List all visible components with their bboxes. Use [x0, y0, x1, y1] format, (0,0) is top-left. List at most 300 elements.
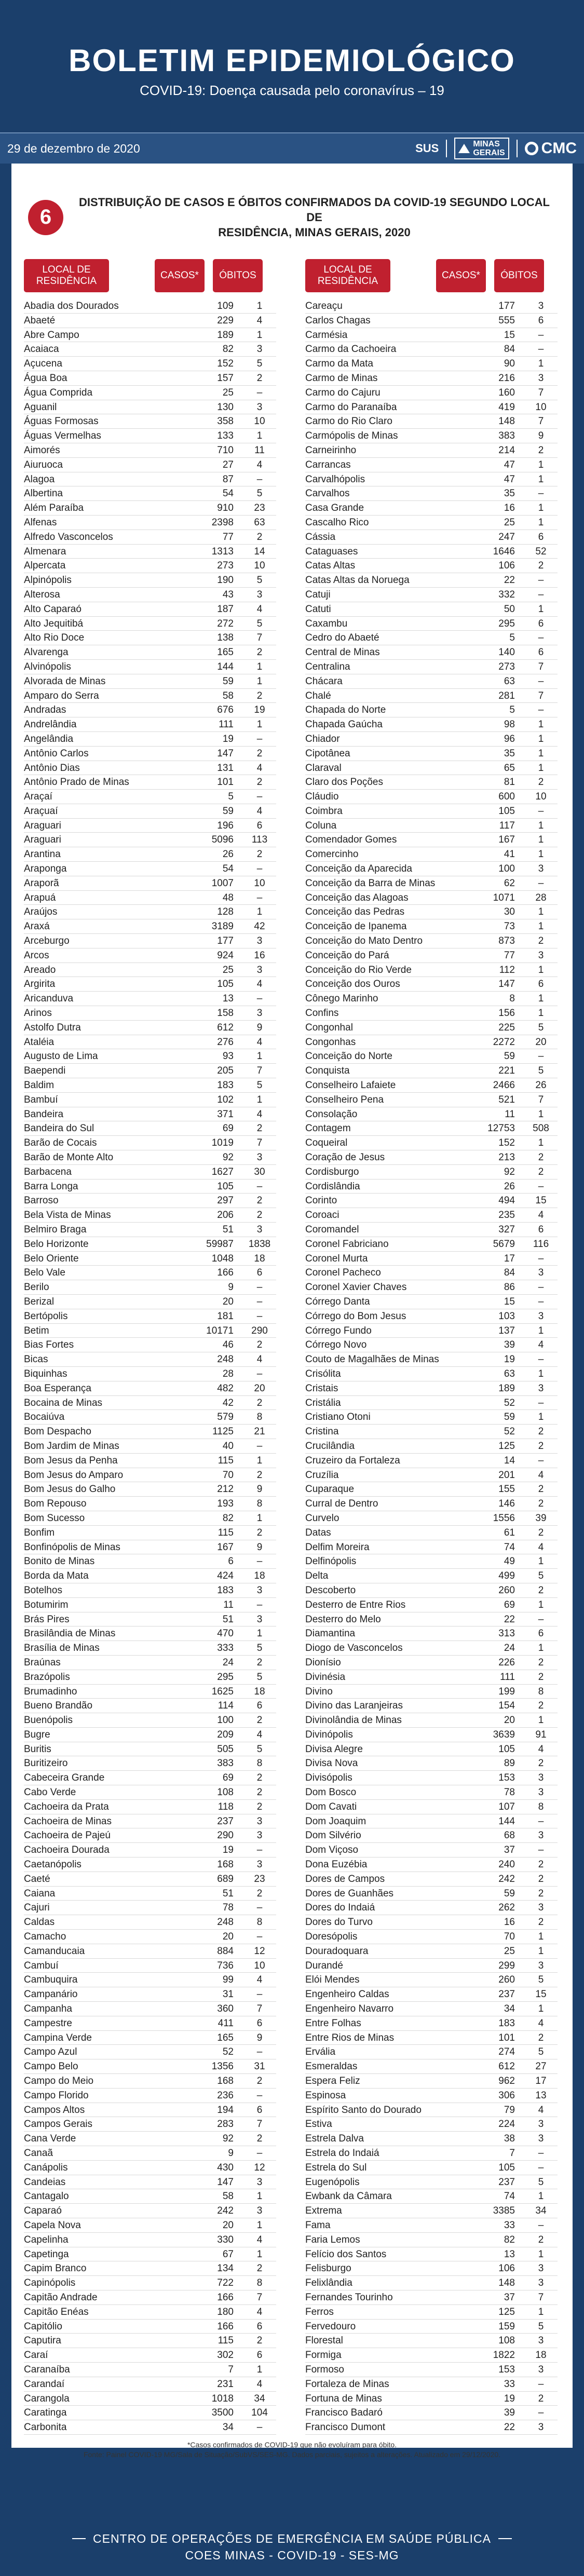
table-row: [24, 1887, 276, 1901]
table-row: [24, 2089, 276, 2103]
table-row: [24, 1454, 276, 1468]
municipality-name: Bonito de Minas: [24, 1556, 95, 1567]
table-row: [305, 1828, 558, 1843]
cases-value: 35: [504, 748, 515, 759]
table-row: [305, 414, 558, 429]
cases-value: 231: [217, 2378, 234, 2390]
table-row: [24, 2132, 276, 2146]
deaths-value: 6: [256, 2350, 263, 2361]
table-row: [305, 1901, 558, 1915]
table-row: [305, 1598, 558, 1612]
cases-value: 20: [222, 1931, 234, 1943]
municipality-name: Conselheiro Lafaiete: [305, 1080, 396, 1091]
table-left: [24, 299, 276, 2435]
table-row: [305, 1656, 558, 1670]
deaths-value: 508: [533, 1123, 549, 1134]
deaths-value: –: [538, 1282, 544, 1293]
cases-value: 105: [498, 2162, 515, 2173]
deaths-value: 31: [254, 2061, 265, 2072]
triangle-icon: [458, 144, 470, 153]
table-row: [24, 948, 276, 963]
deaths-value: 4: [538, 1743, 544, 1755]
cases-value: 168: [217, 1859, 234, 1870]
table-row: [305, 2132, 558, 2146]
deaths-value: 18: [254, 1253, 265, 1264]
deaths-value: 9: [256, 1022, 263, 1033]
table-row: [24, 790, 276, 804]
column-headers: [24, 259, 276, 293]
deaths-value: –: [538, 329, 544, 341]
table-row: [305, 1742, 558, 1757]
deaths-value: 1: [538, 1368, 544, 1379]
municipality-name: Alagoa: [24, 473, 55, 485]
cases-value: 59: [504, 1412, 515, 1423]
deaths-value: 4: [256, 2306, 263, 2317]
deaths-value: –: [538, 575, 544, 586]
table-row: [305, 501, 558, 516]
municipality-name: Bocaiúva: [24, 1412, 65, 1423]
municipality-name: Careaçu: [305, 301, 343, 311]
table-row: [305, 1425, 558, 1439]
cases-value: 74: [504, 2191, 515, 2202]
deaths-value: 19: [254, 704, 265, 716]
municipality-name: Bugre: [24, 1729, 50, 1740]
table-row: [305, 833, 558, 847]
municipality-name: Conceição do Pará: [305, 950, 389, 961]
table-row: [24, 386, 276, 400]
municipality-name: Casa Grande: [305, 503, 364, 514]
table-row: [24, 1497, 276, 1511]
cases-value: 101: [498, 2032, 515, 2043]
deaths-value: 3: [538, 2364, 544, 2375]
municipality-name: Barra Longa: [24, 1181, 78, 1192]
municipality-name: Cláudio: [305, 791, 339, 803]
table-row: [24, 1771, 276, 1785]
municipality-name: Argirita: [24, 979, 56, 990]
table-row: [305, 1208, 558, 1223]
deaths-value: 1: [538, 1931, 544, 1943]
deaths-value: 6: [256, 1700, 263, 1712]
cases-value: 424: [217, 1570, 234, 1582]
cases-value: 214: [498, 444, 515, 456]
deaths-value: 6: [256, 2321, 263, 2332]
cases-value: 242: [217, 2205, 234, 2217]
deaths-value: 1: [538, 993, 544, 1005]
cases-value: 133: [217, 430, 234, 442]
deaths-value: 6: [538, 531, 544, 543]
deaths-value: 10: [254, 1960, 265, 1971]
municipality-name: Dores de Guanhães: [305, 1888, 394, 1899]
deaths-value: 1: [256, 2248, 263, 2260]
table-row: [24, 1641, 276, 1656]
municipality-name: Coromandel: [305, 1224, 359, 1235]
municipality-name: Conceição das Alagoas: [305, 892, 409, 903]
deaths-value: 18: [254, 1686, 265, 1697]
municipality-name: Cordisburgo: [305, 1166, 359, 1177]
municipality-name: Carmópolis de Minas: [305, 430, 398, 442]
cases-value: 51: [222, 1224, 234, 1235]
table-row: [305, 1324, 558, 1338]
deaths-value: 6: [538, 315, 544, 326]
table-row: [305, 2334, 558, 2348]
table-row: [305, 948, 558, 963]
table-row: [305, 1150, 558, 1165]
table-row: [24, 2146, 276, 2161]
municipality-name: Alpinópolis: [24, 575, 72, 586]
minas-gerais-logo-text: MINAS GERAIS: [473, 140, 505, 157]
table-row: [24, 1554, 276, 1569]
deaths-value: 23: [254, 1873, 265, 1884]
municipality-name: Diamantina: [305, 1628, 356, 1639]
deaths-value: –: [256, 1368, 263, 1379]
table-row: [305, 1396, 558, 1411]
cases-value: 1646: [493, 546, 515, 557]
table-row: [24, 314, 276, 328]
deaths-value: 30: [254, 1166, 265, 1177]
municipality-name: Arantina: [24, 849, 61, 860]
table-row: [24, 1468, 276, 1483]
municipality-name: Borda da Mata: [24, 1570, 89, 1582]
cases-value: 9: [228, 1282, 234, 1293]
table-row: [24, 819, 276, 833]
deaths-value: 2: [256, 1123, 263, 1134]
municipality-name: Cristina: [305, 1426, 339, 1438]
cases-value: 84: [504, 344, 515, 355]
cases-value: 358: [217, 416, 234, 427]
deaths-value: 2: [256, 1772, 263, 1784]
deaths-value: 3: [538, 1267, 544, 1279]
municipality-name: Alfredo Vasconcelos: [24, 531, 113, 543]
deaths-value: –: [256, 1181, 263, 1192]
municipality-name: Cônego Marinho: [305, 993, 378, 1005]
municipality-name: Carmésia: [305, 329, 348, 341]
deaths-value: 2: [538, 560, 544, 572]
municipality-name: Cantagalo: [24, 2191, 69, 2202]
table-row: [305, 2016, 558, 2031]
cases-value: 10171: [206, 1325, 234, 1336]
municipality-name: Diogo de Vasconcelos: [305, 1643, 403, 1654]
municipality-name: Além Paraíba: [24, 503, 84, 514]
table-row: [24, 617, 276, 631]
municipality-name: Andradas: [24, 704, 66, 716]
table-row: [305, 645, 558, 660]
municipality-name: Desterro de Entre Rios: [305, 1599, 406, 1610]
cases-value: 62: [504, 877, 515, 889]
deaths-value: –: [256, 387, 263, 398]
municipality-name: Cascalho Rico: [305, 517, 369, 528]
header-casos: CASOS*: [436, 259, 486, 292]
cases-value: 84: [504, 1267, 515, 1279]
table-row: [24, 1352, 276, 1367]
deaths-value: 2: [538, 2393, 544, 2404]
cases-value: 248: [217, 1917, 234, 1928]
municipality-name: Carmo de Minas: [305, 372, 378, 384]
municipality-name: Aimorés: [24, 444, 60, 456]
cases-value: 295: [498, 618, 515, 629]
municipality-name: Douradoquara: [305, 1945, 369, 1957]
municipality-name: Campanha: [24, 2003, 72, 2015]
deaths-value: 2: [256, 1397, 263, 1408]
table-row: [24, 2320, 276, 2334]
table-row: [305, 732, 558, 747]
table-row: [24, 2117, 276, 2132]
municipality-name: Alvinópolis: [24, 661, 71, 672]
cases-value: 92: [222, 1152, 234, 1163]
deaths-value: 1: [538, 1715, 544, 1726]
deaths-value: –: [538, 1354, 544, 1365]
municipality-name: Buritis: [24, 1743, 51, 1755]
municipality-name: Espírito Santo do Dourado: [305, 2104, 422, 2116]
municipality-name: Dores de Campos: [305, 1873, 385, 1884]
table-row: [305, 1987, 558, 2002]
cases-value: 16: [504, 1917, 515, 1928]
table-row: [305, 1266, 558, 1280]
table-row: [24, 1670, 276, 1685]
cases-value: 78: [222, 1902, 234, 1914]
municipality-name: Alvarenga: [24, 647, 69, 658]
cases-value: 144: [217, 661, 234, 672]
municipality-name: Chácara: [305, 675, 343, 687]
table-row: [24, 660, 276, 674]
municipality-name: Acaiaca: [24, 344, 59, 355]
deaths-value: –: [256, 993, 263, 1005]
municipality-name: Camacho: [24, 1931, 66, 1943]
table-row: [305, 472, 558, 487]
deaths-value: 10: [254, 877, 265, 889]
cases-value: 313: [498, 1628, 515, 1639]
table-row: [24, 1064, 276, 1078]
cases-value: 41: [504, 849, 515, 860]
table-row: [24, 486, 276, 501]
section-header: [11, 164, 573, 240]
footnote-line: *Casos confirmados de COVID-19 que não evoluíram para óbito.: [187, 2440, 397, 2449]
municipality-name: Estrela do Indaiá: [305, 2148, 379, 2159]
municipality-name: Carmo do Paranaíba: [305, 401, 397, 413]
deaths-value: –: [256, 473, 263, 485]
cases-value: 58: [222, 690, 234, 701]
municipality-name: Carmo da Cachoeira: [305, 344, 397, 355]
table-row: [24, 1656, 276, 1670]
municipality-name: Dom Viçoso: [305, 1845, 359, 1856]
municipality-name: Arcos: [24, 950, 49, 961]
deaths-value: 5: [538, 1065, 544, 1077]
sus-logo: SUS: [415, 142, 439, 155]
table-row: [305, 2392, 558, 2406]
municipality-name: Bom Jardim de Minas: [24, 1440, 119, 1452]
municipality-name: Fortaleza de Minas: [305, 2378, 389, 2390]
municipality-name: Capelinha: [24, 2234, 69, 2245]
cases-value: 16: [504, 503, 515, 514]
table-row: [305, 573, 558, 588]
table-row: [24, 342, 276, 357]
municipality-name: Capim Branco: [24, 2263, 87, 2274]
dash: [498, 2538, 512, 2539]
deaths-value: 4: [538, 2104, 544, 2116]
table-row: [24, 1439, 276, 1454]
cases-value: 229: [217, 315, 234, 326]
municipality-name: Bandeira do Sul: [24, 1123, 94, 1134]
municipality-name: Dona Euzébia: [305, 1859, 368, 1870]
deaths-value: 6: [538, 1628, 544, 1639]
table-row: [305, 1540, 558, 1555]
deaths-value: 2: [256, 531, 263, 543]
table-row: [24, 357, 276, 371]
municipality-name: Carmo do Cajuru: [305, 387, 381, 398]
deaths-value: 11: [254, 444, 265, 456]
table-row: [24, 1006, 276, 1021]
table-row: [24, 1150, 276, 1165]
deaths-value: –: [256, 1931, 263, 1943]
cases-value: 100: [217, 1715, 234, 1726]
cases-value: 235: [498, 1210, 515, 1221]
municipality-name: Albertina: [24, 488, 63, 499]
cases-value: 297: [217, 1195, 234, 1206]
municipality-name: Estiva: [305, 2119, 332, 2130]
municipality-name: Araújos: [24, 906, 58, 918]
table-row: [305, 2045, 558, 2059]
cases-value: 70: [222, 1469, 234, 1481]
cases-value: 722: [217, 2277, 234, 2289]
municipality-name: Couto de Magalhães de Minas: [305, 1354, 439, 1365]
cases-value: 22: [504, 575, 515, 586]
deaths-value: 34: [254, 2393, 265, 2404]
deaths-value: 5: [256, 1743, 263, 1755]
table-row: [24, 2247, 276, 2262]
deaths-value: 2: [538, 444, 544, 456]
cases-value: 105: [217, 1181, 234, 1192]
deaths-value: –: [538, 1051, 544, 1062]
cases-value: 144: [498, 1815, 515, 1827]
deaths-value: 2: [256, 1527, 263, 1538]
cases-value: 181: [217, 1310, 234, 1322]
cases-value: 19: [222, 733, 234, 744]
table-row: [24, 1987, 276, 2002]
table-row: [24, 2002, 276, 2016]
table-row: [24, 559, 276, 573]
table-row: [24, 371, 276, 386]
cases-value: 194: [217, 2104, 234, 2116]
cases-value: 209: [217, 1729, 234, 1740]
cases-value: 3385: [493, 2205, 515, 2217]
municipality-name: Cana Verde: [24, 2133, 76, 2145]
table-row: [24, 2059, 276, 2074]
table-row: [305, 1973, 558, 1987]
deaths-value: 1: [538, 2306, 544, 2317]
cases-value: 92: [504, 1166, 515, 1177]
cases-value: 146: [498, 1498, 515, 1510]
municipality-name: Belo Horizonte: [24, 1238, 89, 1250]
table-row: [305, 1800, 558, 1814]
cases-value: 93: [222, 1051, 234, 1062]
cases-value: 14: [504, 1455, 515, 1466]
municipality-name: Fervedouro: [305, 2321, 356, 2332]
deaths-value: 1: [256, 1051, 263, 1062]
deaths-value: 6: [538, 979, 544, 990]
cases-value: 295: [217, 1671, 234, 1683]
deaths-value: 2: [538, 1657, 544, 1668]
cases-value: 107: [498, 1801, 515, 1812]
table-row: [24, 1121, 276, 1136]
deaths-value: 7: [538, 661, 544, 672]
municipality-name: Delfim Moreira: [305, 1541, 370, 1553]
table-row: [305, 1439, 558, 1454]
table-row: [24, 1713, 276, 1728]
municipality-name: Consolação: [305, 1108, 358, 1120]
cases-value: 82: [222, 344, 234, 355]
municipality-name: Carmo do Rio Claro: [305, 416, 392, 427]
cases-value: 47: [504, 459, 515, 470]
deaths-value: 1838: [248, 1238, 271, 1250]
deaths-value: –: [538, 704, 544, 716]
table-row: [305, 1569, 558, 1583]
municipality-name: Curral de Dentro: [305, 1498, 378, 1510]
deaths-value: 1: [538, 1008, 544, 1019]
deaths-value: 7: [256, 1065, 263, 1077]
deaths-value: 1: [538, 2248, 544, 2260]
table-row: [24, 328, 276, 343]
cases-value: 272: [217, 618, 234, 629]
table-row: [305, 371, 558, 386]
municipality-name: Capetinga: [24, 2248, 69, 2260]
cases-value: 260: [498, 1974, 515, 1986]
cmc-logo: [525, 140, 577, 157]
municipality-name: Formoso: [305, 2364, 344, 2375]
date-bar: [0, 132, 584, 164]
cases-value: 247: [498, 531, 515, 543]
deaths-value: 2: [256, 1787, 263, 1798]
deaths-value: 4: [256, 1354, 263, 1365]
municipality-name: Francisco Dumont: [305, 2422, 386, 2433]
deaths-value: 2: [538, 1440, 544, 1452]
cases-value: 521: [498, 1094, 515, 1105]
municipality-name: Canaã: [24, 2148, 53, 2159]
municipality-name: Dom Cavati: [305, 1801, 357, 1812]
municipality-name: Caiana: [24, 1888, 56, 1899]
cases-value: 34: [222, 2422, 234, 2433]
table-row: [305, 1454, 558, 1468]
cases-value: 61: [504, 1527, 515, 1538]
deaths-value: 2: [538, 1917, 544, 1928]
cases-value: 115: [218, 1527, 234, 1538]
cases-value: 67: [222, 2248, 234, 2260]
cases-value: 103: [498, 1310, 515, 1322]
municipality-name: Água Boa: [24, 372, 67, 384]
municipality-name: Divinolândia de Minas: [305, 1715, 402, 1726]
cases-value: 26: [222, 849, 234, 860]
municipality-name: Cajuri: [24, 1902, 50, 1914]
cases-value: 206: [217, 1210, 234, 1221]
deaths-value: –: [256, 2148, 263, 2159]
cases-value: 1313: [211, 546, 234, 557]
municipality-name: Coronel Fabriciano: [305, 1238, 389, 1250]
municipality-name: Cambuquira: [24, 1974, 78, 1986]
municipality-name: Florestal: [305, 2335, 343, 2347]
municipality-name: Coração de Jesus: [305, 1152, 385, 1163]
table-row: [305, 2103, 558, 2118]
table-row: [305, 1699, 558, 1713]
deaths-value: 5: [256, 488, 263, 499]
cases-value: 166: [217, 1267, 234, 1279]
cases-value: 11: [223, 1599, 234, 1610]
cases-value: 34: [504, 2003, 515, 2015]
municipality-name: Elói Mendes: [305, 1974, 360, 1986]
table-row: [24, 1049, 276, 1064]
cases-value: 180: [217, 2306, 234, 2317]
table-row: [24, 1410, 276, 1425]
cases-value: 910: [217, 503, 234, 514]
cases-value: 19: [222, 1845, 234, 1856]
table-row: [305, 1526, 558, 1540]
